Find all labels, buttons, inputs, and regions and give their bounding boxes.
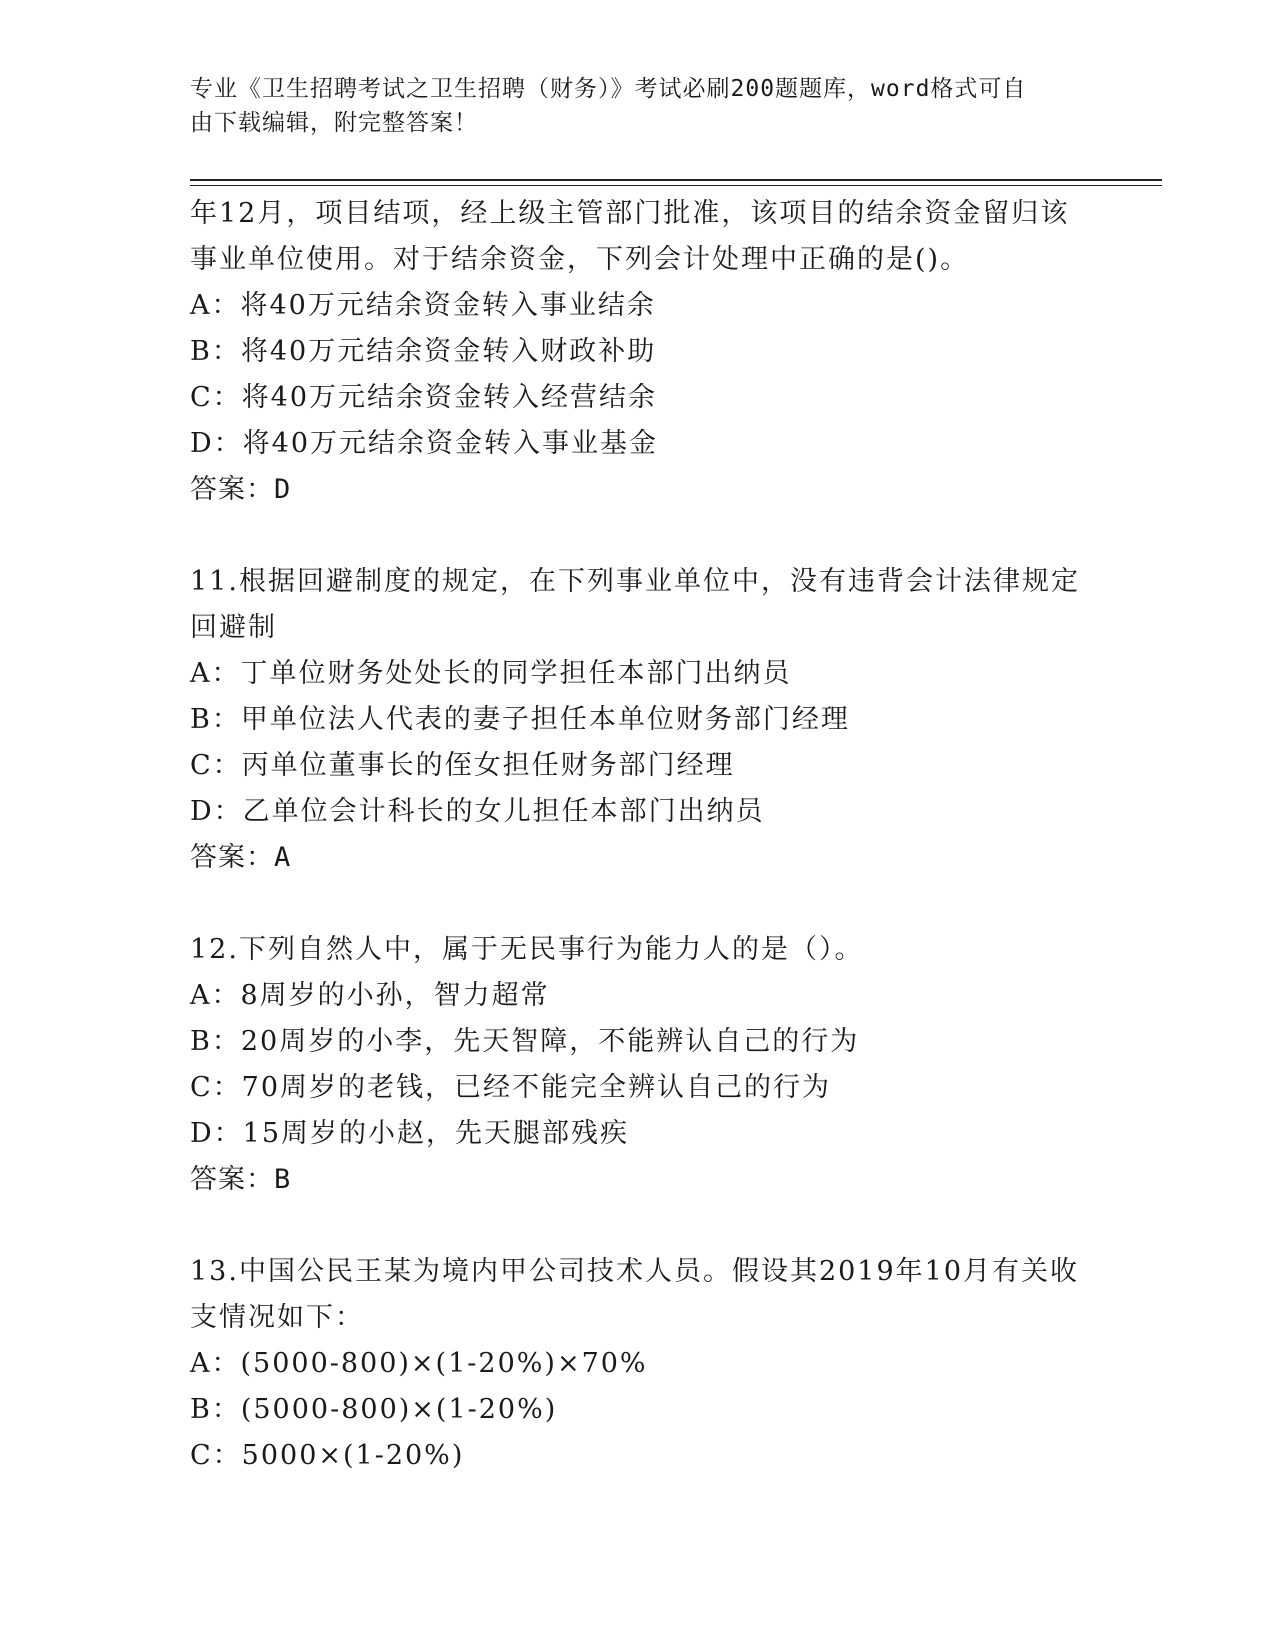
question-text: 13.中国公民王某为境内甲公司技术人员。假设其2019年10月有关收 — [190, 1256, 1080, 1287]
option-a: A：8周岁的小孙，智力超常 — [190, 980, 550, 1011]
header-line-2: 由下载编辑，附完整答案！ — [190, 110, 478, 136]
question-text: 12.下列自然人中，属于无民事行为能力人的是（）。 — [190, 934, 864, 965]
option-c: C：70周岁的老钱，已经不能完全辨认自己的行为 — [190, 1072, 832, 1103]
option-d: D：15周岁的小赵，先天腿部残疾 — [190, 1118, 630, 1149]
option-a: A：丁单位财务处处长的同学担任本部门出纳员 — [190, 658, 792, 689]
option-c: C：将40万元结余资金转入经营结余 — [190, 382, 658, 413]
option-d: D：乙单位会计科长的女儿担任本部门出纳员 — [190, 796, 765, 827]
question-13 — [190, 1249, 1090, 1479]
option-d: D：将40万元结余资金转入事业基金 — [190, 428, 659, 459]
answer: 答案：A — [190, 842, 292, 873]
header-line-1: 专业《卫生招聘考试之卫生招聘（财务）》考试必刷200题题库，word格式可自 — [190, 76, 1027, 102]
header-divider-thick — [190, 179, 1162, 181]
option-b: B：20周岁的小李，先天智障，不能辨认自己的行为 — [190, 1026, 860, 1057]
question-text: 年12月，项目结项，经上级主管部门批准，该项目的结余资金留归该 — [190, 198, 1070, 229]
option-b: B：甲单位法人代表的妻子担任本单位财务部门经理 — [190, 704, 850, 735]
option-b: B：将40万元结余资金转入财政补助 — [190, 336, 657, 367]
answer: 答案：B — [190, 1164, 292, 1195]
question-list — [190, 191, 1090, 1479]
question-10 — [190, 191, 1090, 513]
option-b: B：(5000-800)×(1-20%) — [190, 1394, 558, 1425]
header-divider-thin — [190, 185, 1162, 186]
option-c: C：丙单位董事长的侄女担任财务部门经理 — [190, 750, 735, 781]
question-text: 事业单位使用。对于结余资金，下列会计处理中正确的是()。 — [190, 244, 970, 275]
question-12 — [190, 927, 1090, 1203]
question-11 — [190, 559, 1090, 881]
answer: 答案：D — [190, 474, 292, 505]
option-c: C：5000×(1-20%) — [190, 1440, 465, 1471]
document-header — [190, 72, 1070, 140]
question-text: 11.根据回避制度的规定，在下列事业单位中，没有违背会计法律规定 — [190, 566, 1080, 597]
option-a: A：将40万元结余资金转入事业结余 — [190, 290, 656, 321]
option-a: A：(5000-800)×(1-20%)×70% — [190, 1348, 648, 1379]
question-text: 回避制 — [190, 612, 277, 643]
question-text: 支情况如下： — [190, 1302, 364, 1333]
